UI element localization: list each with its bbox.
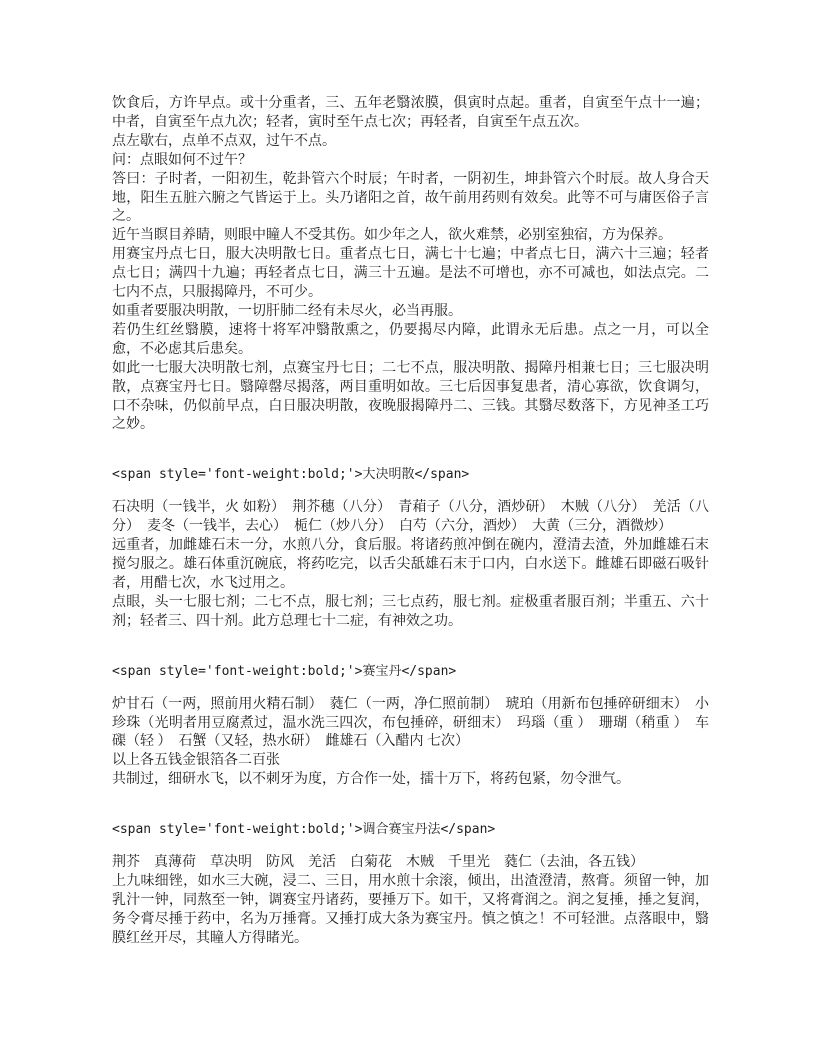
section-sai-bao-dan [112,696,709,791]
section-dosing-instructions [112,95,709,435]
section-heading-da-jueming-san: <span style='font-weight:bold;'>大决明散</span> [112,467,470,483]
section-da-jueming-san [112,499,709,631]
paragraph: 若仍生红丝翳膜，速将十将军冲翳散熏之，仍要揭尽内障，此谓永无后患。点之一月，可以全愈，不必虑其后患矣。 [112,322,709,357]
document-content [112,95,709,949]
paragraph: 问：点眼如何不过午？ [112,152,252,168]
drug-list: 荆芥 真薄荷 草决明 防风 羌活 白菊花 木贼 千里光 蕤仁（去油，各五钱） [112,855,644,871]
paragraph: 用赛宝丹点七日，服大决明散七日。重者点七日，满七十七遍；中者点七日，满六十三遍；轻者点七日；满四十九遍；再轻者点七日，满三十五遍。是法不可增也，亦不可减也，如法点完。二七内不点，只服揭障丹，不可少。 [112,247,709,301]
paragraph: 如重者要服决明散，一切肝肺二经有未尽火，必当再服。 [112,303,462,319]
paragraph: 共制过，细研水飞，以不刺牙为度，方合作一处，擂十万下，将药包紧，勿令泄气。 [112,772,630,788]
paragraph: 点左歇右，点单不点双，过午不点。 [112,133,336,149]
paragraph: 饮食后，方许早点。或十分重者，三、五年老翳浓膜，俱寅时点起。重者，自寅至午点十一遍；中者，自寅至午点九次；轻者，寅时至午点七次；再轻者，自寅至午点五次。 [112,96,709,130]
drug-list: 炉甘石（一两，照前用火精石制） 蕤仁（一两，净仁照前制） 琥珀（用新布包捶碎研细末） 小珍珠（光明者用豆腐煮过，温水洗三四次，布包捶碎，研细末） 玛瑙（重 ） 珊瑚（稍重 ） 车磲（轻 ） 石蟹（又轻，热水研） 雌雄石（入醋内 七次） [112,696,709,750]
section-tiao-he-fa [112,854,709,949]
paragraph: 答曰：子时者，一阳初生，乾卦管六个时辰；午时者，一阴初生，坤卦管六个时辰。故人身合天地，阳生五脏六腑之气皆运于上。头乃诸阳之首，故午前用药则有效矣。此等不可与庸医俗子言之。 [112,171,709,225]
paragraph: 上九味细锉，如水三大碗，浸二、三日，用水煎十余滚，倾出，出渣澄清，熬膏。须留一钟，加乳汁一钟，同熬至一钟，调赛宝丹诸药，要捶万下。如干，又将膏润之。润之复捶，捶之复润，务令膏尽捶于药中，名为万捶膏。又捶打成大条为赛宝丹。慎之慎之！不可轻泄。点落眼中，翳膜红丝开尽，其瞳人方得睹光。 [112,874,709,946]
section-heading-tiao-he-fa: <span style='font-weight:bold;'>调合赛宝丹法</span> [112,822,496,838]
drug-list: 石决明（一钱半，火 如粉） 荆芥穗（八分） 青葙子（八分，酒炒研） 木贼（八分） 羌活（八分） 麦冬（一钱半，去心） 栀仁（炒八分） 白芍（六分，酒炒） 大黄（三分，酒微炒） [112,500,709,535]
paragraph: 以上各五钱金银箔各二百张 [112,753,280,769]
paragraph: 如此一七服大决明散七剂，点赛宝丹七日；二七不点，服决明散、揭障丹相兼七日；三七服决明散，点赛宝丹七日。翳障罄尽揭落，两目重明如故。三七后因事复患者，清心寡欲，饮食调匀，口不杂味，仍似前早点，白日服决明散，夜晚服揭障丹二、三钱。其翳尽数落下，方见神圣工巧之妙。 [112,360,709,433]
paragraph: 点眼，头一七服七剂；二七不点，服七剂；三七点药，服七剂。症极重者服百剂；半重五、六十剂；轻者三、四十剂。此方总理七十二症，有神效之功。 [112,594,709,629]
paragraph: 近午当瞑目养睛，则眼中瞳人不受其伤。如少年之人，欲火难禁，必别室独宿，方为保养。 [112,228,672,244]
section-heading-sai-bao-dan: <span style='font-weight:bold;'>赛宝丹</span> [112,663,457,679]
paragraph: 远重者，加雌雄石末一分，水煎八分，食后服。将诸药煎冲倒在碗内，澄清去渣，外加雌雄石末搅匀服之。雄石体重沉碗底，将药吃完，以舌尖舐雄石末于口内，白水送下。雌雄石即磁石吸针者，用醋七次，水飞过用之。 [112,538,709,591]
